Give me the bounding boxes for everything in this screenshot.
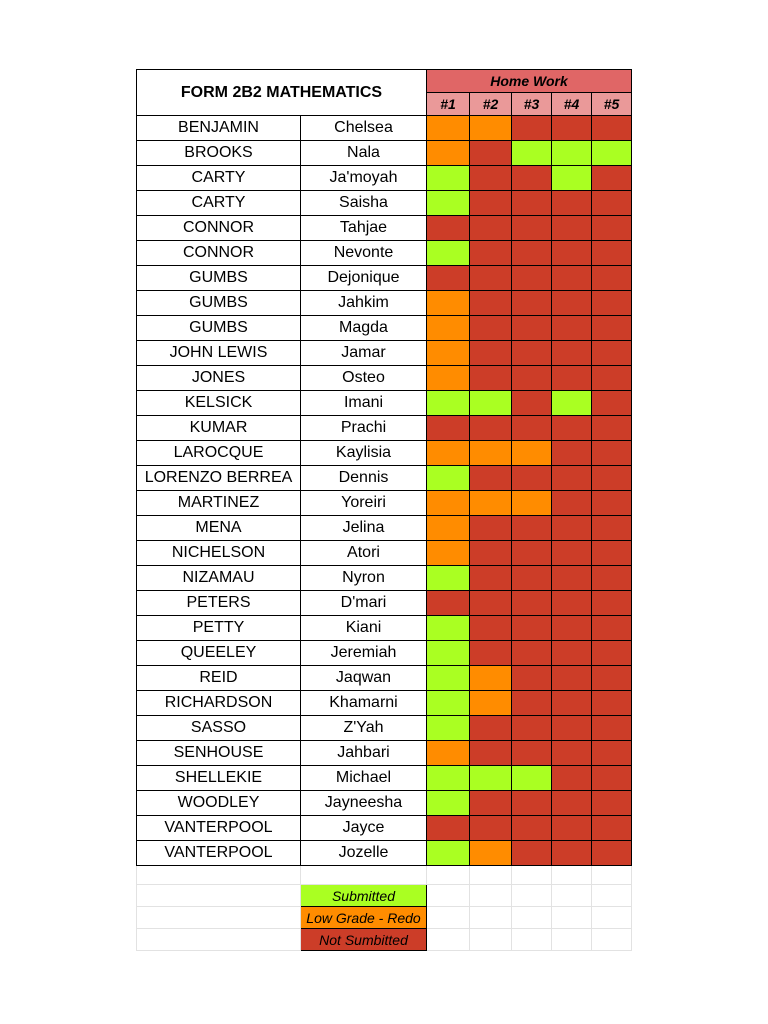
empty-cell — [592, 907, 632, 929]
student-first-name: Jayneesha — [301, 791, 427, 816]
student-first-name: Khamarni — [301, 691, 427, 716]
student-first-name: Z'Yah — [301, 716, 427, 741]
student-last-name: LAROCQUE — [137, 441, 301, 466]
student-row — [137, 391, 632, 416]
student-last-name: LORENZO BERREA — [137, 466, 301, 491]
student-first-name: Yoreiri — [301, 491, 427, 516]
student-first-name: Imani — [301, 391, 427, 416]
homework-3-low-grade-redo — [512, 491, 552, 516]
student-first-name: Saisha — [301, 191, 427, 216]
homework-4-not-submitted — [552, 491, 592, 516]
homework-2-low-grade-redo — [470, 441, 512, 466]
homework-number-2: #2 — [470, 93, 512, 116]
homework-1-not-submitted — [427, 591, 470, 616]
homework-1-submitted — [427, 241, 470, 266]
homework-2-submitted — [470, 391, 512, 416]
homework-2-not-submitted — [470, 591, 512, 616]
student-first-name: Osteo — [301, 366, 427, 391]
homework-4-not-submitted — [552, 641, 592, 666]
homework-3-low-grade-redo — [512, 441, 552, 466]
student-last-name: REID — [137, 666, 301, 691]
homework-3-not-submitted — [512, 591, 552, 616]
student-row — [137, 566, 632, 591]
student-first-name: Tahjae — [301, 216, 427, 241]
student-last-name: WOODLEY — [137, 791, 301, 816]
homework-2-submitted — [470, 766, 512, 791]
homework-4-not-submitted — [552, 616, 592, 641]
student-first-name: Dennis — [301, 466, 427, 491]
empty-cell — [512, 907, 552, 929]
homework-1-low-grade-redo — [427, 366, 470, 391]
empty-cell — [427, 885, 470, 907]
homework-3-not-submitted — [512, 841, 552, 866]
student-last-name: SHELLEKIE — [137, 766, 301, 791]
legend-not-submitted: Not Sumbitted — [301, 929, 427, 951]
empty-cell — [470, 929, 512, 951]
homework-1-submitted — [427, 191, 470, 216]
homework-2-not-submitted — [470, 466, 512, 491]
empty-cell — [137, 929, 301, 951]
student-last-name: JONES — [137, 366, 301, 391]
student-row — [137, 841, 632, 866]
homework-number-4: #4 — [552, 93, 592, 116]
homework-3-not-submitted — [512, 641, 552, 666]
homework-5-not-submitted — [592, 491, 632, 516]
empty-cell — [427, 866, 470, 885]
homework-2-not-submitted — [470, 516, 512, 541]
legend-low-grade-redo: Low Grade - Redo — [301, 907, 427, 929]
homework-3-not-submitted — [512, 566, 552, 591]
homework-4-not-submitted — [552, 291, 592, 316]
homework-1-low-grade-redo — [427, 541, 470, 566]
student-first-name: Jozelle — [301, 841, 427, 866]
homework-1-low-grade-redo — [427, 441, 470, 466]
student-row — [137, 691, 632, 716]
homework-5-not-submitted — [592, 191, 632, 216]
homework-2-not-submitted — [470, 216, 512, 241]
homework-number-3: #3 — [512, 93, 552, 116]
student-first-name: D'mari — [301, 591, 427, 616]
student-first-name: Atori — [301, 541, 427, 566]
homework-2-not-submitted — [470, 366, 512, 391]
homework-1-not-submitted — [427, 416, 470, 441]
student-last-name: CONNOR — [137, 216, 301, 241]
empty-cell — [137, 866, 301, 885]
homework-3-not-submitted — [512, 216, 552, 241]
blank-row — [137, 866, 632, 885]
student-last-name: NICHELSON — [137, 541, 301, 566]
homework-3-not-submitted — [512, 616, 552, 641]
student-last-name: RICHARDSON — [137, 691, 301, 716]
homework-4-not-submitted — [552, 716, 592, 741]
homework-4-not-submitted — [552, 591, 592, 616]
homework-4-not-submitted — [552, 241, 592, 266]
homework-5-not-submitted — [592, 266, 632, 291]
homework-3-not-submitted — [512, 691, 552, 716]
homework-2-not-submitted — [470, 541, 512, 566]
student-row — [137, 166, 632, 191]
homework-4-not-submitted — [552, 691, 592, 716]
empty-cell — [427, 907, 470, 929]
student-row — [137, 116, 632, 141]
homework-1-submitted — [427, 391, 470, 416]
homework-2-not-submitted — [470, 166, 512, 191]
homework-1-submitted — [427, 641, 470, 666]
homework-5-not-submitted — [592, 666, 632, 691]
student-last-name: JOHN LEWIS — [137, 341, 301, 366]
homework-1-submitted — [427, 716, 470, 741]
homework-2-not-submitted — [470, 191, 512, 216]
homework-1-low-grade-redo — [427, 516, 470, 541]
homework-4-not-submitted — [552, 766, 592, 791]
homework-5-submitted — [592, 141, 632, 166]
homework-4-not-submitted — [552, 516, 592, 541]
homework-1-low-grade-redo — [427, 341, 470, 366]
homework-4-not-submitted — [552, 541, 592, 566]
empty-cell — [552, 929, 592, 951]
homework-3-not-submitted — [512, 516, 552, 541]
student-row — [137, 591, 632, 616]
homework-2-not-submitted — [470, 816, 512, 841]
empty-cell — [512, 929, 552, 951]
homework-1-not-submitted — [427, 266, 470, 291]
homework-5-not-submitted — [592, 116, 632, 141]
student-first-name: Nyron — [301, 566, 427, 591]
homework-number-5: #5 — [592, 93, 632, 116]
legend-row — [137, 907, 632, 929]
homework-4-not-submitted — [552, 566, 592, 591]
student-first-name: Kiani — [301, 616, 427, 641]
homework-4-not-submitted — [552, 466, 592, 491]
homework-3-not-submitted — [512, 191, 552, 216]
homework-header: Home Work — [427, 70, 632, 93]
homework-1-low-grade-redo — [427, 741, 470, 766]
homework-4-submitted — [552, 141, 592, 166]
homework-1-submitted — [427, 566, 470, 591]
homework-4-not-submitted — [552, 316, 592, 341]
student-last-name: VANTERPOOL — [137, 816, 301, 841]
empty-cell — [427, 929, 470, 951]
homework-1-submitted — [427, 166, 470, 191]
homework-2-not-submitted — [470, 291, 512, 316]
homework-4-submitted — [552, 166, 592, 191]
homework-4-not-submitted — [552, 666, 592, 691]
student-last-name: CONNOR — [137, 241, 301, 266]
student-row — [137, 766, 632, 791]
homework-5-not-submitted — [592, 366, 632, 391]
homework-4-not-submitted — [552, 791, 592, 816]
homework-5-not-submitted — [592, 716, 632, 741]
homework-3-not-submitted — [512, 116, 552, 141]
homework-4-not-submitted — [552, 741, 592, 766]
homework-3-not-submitted — [512, 316, 552, 341]
homework-3-not-submitted — [512, 541, 552, 566]
student-row — [137, 741, 632, 766]
empty-cell — [512, 866, 552, 885]
student-last-name: NIZAMAU — [137, 566, 301, 591]
student-row — [137, 191, 632, 216]
homework-2-not-submitted — [470, 641, 512, 666]
homework-3-not-submitted — [512, 741, 552, 766]
student-row — [137, 416, 632, 441]
homework-5-not-submitted — [592, 691, 632, 716]
homework-5-not-submitted — [592, 816, 632, 841]
student-row — [137, 266, 632, 291]
homework-3-not-submitted — [512, 466, 552, 491]
homework-4-not-submitted — [552, 116, 592, 141]
homework-1-submitted — [427, 666, 470, 691]
student-first-name: Jelina — [301, 516, 427, 541]
homework-4-not-submitted — [552, 341, 592, 366]
empty-cell — [552, 885, 592, 907]
homework-3-not-submitted — [512, 416, 552, 441]
student-row — [137, 466, 632, 491]
student-last-name: BENJAMIN — [137, 116, 301, 141]
homework-5-not-submitted — [592, 466, 632, 491]
student-row — [137, 641, 632, 666]
homework-2-low-grade-redo — [470, 841, 512, 866]
homework-5-not-submitted — [592, 516, 632, 541]
student-row — [137, 341, 632, 366]
empty-cell — [470, 866, 512, 885]
homework-1-submitted — [427, 841, 470, 866]
homework-4-not-submitted — [552, 841, 592, 866]
homework-2-not-submitted — [470, 141, 512, 166]
student-first-name: Kaylisia — [301, 441, 427, 466]
homework-2-not-submitted — [470, 716, 512, 741]
homework-5-not-submitted — [592, 791, 632, 816]
student-row — [137, 491, 632, 516]
homework-1-not-submitted — [427, 816, 470, 841]
student-row — [137, 516, 632, 541]
student-last-name: GUMBS — [137, 266, 301, 291]
student-last-name: GUMBS — [137, 316, 301, 341]
empty-cell — [592, 929, 632, 951]
student-row — [137, 316, 632, 341]
homework-2-not-submitted — [470, 266, 512, 291]
empty-cell — [552, 907, 592, 929]
homework-2-not-submitted — [470, 316, 512, 341]
homework-4-not-submitted — [552, 266, 592, 291]
homework-4-not-submitted — [552, 191, 592, 216]
empty-cell — [470, 885, 512, 907]
student-last-name: CARTY — [137, 166, 301, 191]
gradebook-table — [136, 69, 632, 951]
student-row — [137, 716, 632, 741]
legend-row — [137, 929, 632, 951]
student-row — [137, 816, 632, 841]
homework-3-submitted — [512, 141, 552, 166]
empty-cell — [137, 885, 301, 907]
student-row — [137, 541, 632, 566]
homework-2-not-submitted — [470, 241, 512, 266]
homework-1-low-grade-redo — [427, 141, 470, 166]
student-last-name: BROOKS — [137, 141, 301, 166]
homework-4-not-submitted — [552, 816, 592, 841]
homework-1-submitted — [427, 791, 470, 816]
empty-cell — [137, 907, 301, 929]
student-last-name: SASSO — [137, 716, 301, 741]
student-last-name: GUMBS — [137, 291, 301, 316]
homework-number-1: #1 — [427, 93, 470, 116]
homework-5-not-submitted — [592, 341, 632, 366]
homework-5-not-submitted — [592, 316, 632, 341]
student-first-name: Prachi — [301, 416, 427, 441]
homework-1-low-grade-redo — [427, 291, 470, 316]
homework-4-not-submitted — [552, 441, 592, 466]
homework-3-not-submitted — [512, 341, 552, 366]
homework-1-low-grade-redo — [427, 116, 470, 141]
homework-3-not-submitted — [512, 716, 552, 741]
homework-3-not-submitted — [512, 666, 552, 691]
homework-3-submitted — [512, 766, 552, 791]
student-last-name: MENA — [137, 516, 301, 541]
student-row — [137, 666, 632, 691]
student-last-name: QUEELEY — [137, 641, 301, 666]
homework-4-submitted — [552, 391, 592, 416]
student-first-name: Michael — [301, 766, 427, 791]
homework-5-not-submitted — [592, 591, 632, 616]
student-last-name: SENHOUSE — [137, 741, 301, 766]
student-row — [137, 616, 632, 641]
homework-2-not-submitted — [470, 566, 512, 591]
student-first-name: Chelsea — [301, 116, 427, 141]
empty-cell — [592, 885, 632, 907]
homework-1-submitted — [427, 691, 470, 716]
homework-2-low-grade-redo — [470, 666, 512, 691]
student-first-name: Magda — [301, 316, 427, 341]
homework-2-low-grade-redo — [470, 691, 512, 716]
student-last-name: KELSICK — [137, 391, 301, 416]
homework-1-submitted — [427, 766, 470, 791]
homework-5-not-submitted — [592, 616, 632, 641]
homework-5-not-submitted — [592, 241, 632, 266]
empty-cell — [512, 885, 552, 907]
empty-cell — [470, 907, 512, 929]
homework-3-not-submitted — [512, 241, 552, 266]
homework-2-not-submitted — [470, 791, 512, 816]
homework-5-not-submitted — [592, 566, 632, 591]
homework-2-not-submitted — [470, 341, 512, 366]
homework-2-low-grade-redo — [470, 491, 512, 516]
legend-submitted: Submitted — [301, 885, 427, 907]
homework-2-not-submitted — [470, 616, 512, 641]
empty-cell — [592, 866, 632, 885]
homework-1-submitted — [427, 466, 470, 491]
homework-3-not-submitted — [512, 791, 552, 816]
homework-3-not-submitted — [512, 266, 552, 291]
homework-5-not-submitted — [592, 766, 632, 791]
homework-1-submitted — [427, 616, 470, 641]
student-last-name: PETERS — [137, 591, 301, 616]
homework-4-not-submitted — [552, 366, 592, 391]
student-last-name: PETTY — [137, 616, 301, 641]
student-last-name: VANTERPOOL — [137, 841, 301, 866]
student-first-name: Jayce — [301, 816, 427, 841]
homework-2-low-grade-redo — [470, 116, 512, 141]
homework-2-not-submitted — [470, 416, 512, 441]
homework-5-not-submitted — [592, 641, 632, 666]
homework-5-not-submitted — [592, 391, 632, 416]
homework-3-not-submitted — [512, 291, 552, 316]
homework-5-not-submitted — [592, 841, 632, 866]
homework-2-not-submitted — [470, 741, 512, 766]
student-first-name: Jaqwan — [301, 666, 427, 691]
homework-4-not-submitted — [552, 416, 592, 441]
student-row — [137, 441, 632, 466]
student-first-name: Jahbari — [301, 741, 427, 766]
student-first-name: Nevonte — [301, 241, 427, 266]
student-first-name: Jahkim — [301, 291, 427, 316]
student-row — [137, 216, 632, 241]
homework-1-low-grade-redo — [427, 491, 470, 516]
student-row — [137, 241, 632, 266]
homework-1-not-submitted — [427, 216, 470, 241]
student-row — [137, 141, 632, 166]
homework-5-not-submitted — [592, 291, 632, 316]
student-row — [137, 291, 632, 316]
homework-5-not-submitted — [592, 541, 632, 566]
homework-3-not-submitted — [512, 391, 552, 416]
homework-5-not-submitted — [592, 166, 632, 191]
student-row — [137, 366, 632, 391]
homework-5-not-submitted — [592, 416, 632, 441]
student-row — [137, 791, 632, 816]
homework-3-not-submitted — [512, 166, 552, 191]
student-first-name: Nala — [301, 141, 427, 166]
homework-5-not-submitted — [592, 441, 632, 466]
empty-cell — [301, 866, 427, 885]
student-first-name: Dejonique — [301, 266, 427, 291]
homework-3-not-submitted — [512, 366, 552, 391]
student-first-name: Jamar — [301, 341, 427, 366]
student-first-name: Jeremiah — [301, 641, 427, 666]
homework-1-low-grade-redo — [427, 316, 470, 341]
student-last-name: CARTY — [137, 191, 301, 216]
homework-5-not-submitted — [592, 741, 632, 766]
student-last-name: MARTINEZ — [137, 491, 301, 516]
empty-cell — [552, 866, 592, 885]
sheet-title: FORM 2B2 MATHEMATICS — [137, 70, 427, 116]
homework-4-not-submitted — [552, 216, 592, 241]
homework-5-not-submitted — [592, 216, 632, 241]
student-first-name: Ja'moyah — [301, 166, 427, 191]
student-last-name: KUMAR — [137, 416, 301, 441]
homework-3-not-submitted — [512, 816, 552, 841]
legend-row — [137, 885, 632, 907]
